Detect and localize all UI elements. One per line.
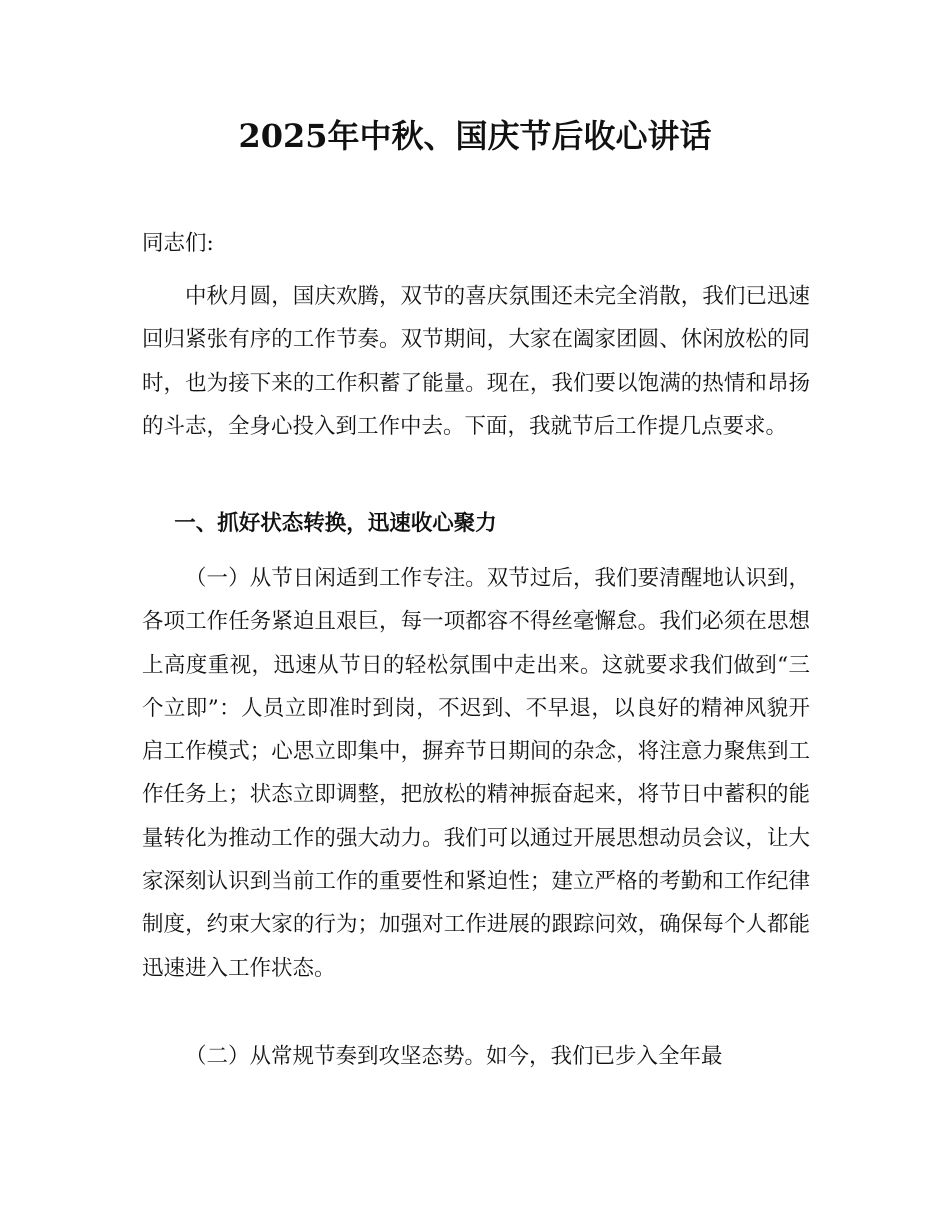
section-heading: 一、抓好状态转换，迅速收心聚力 xyxy=(174,511,497,536)
page-title: 2025年中秋、国庆节后收心讲话 xyxy=(238,117,712,155)
section-item-paragraph: （一）从节日闲适到工作专注。双节过后，我们要清醒地认识到，各项工作任务紧迫且艰巨，每一项都容不得丝毫懈怠。我们必须在思想上高度重视，迅速从节日的轻松氛围中走出来。这就要求我们做到“三个立即”：人员立即准时到岗，不迟到、不早退，以良好的精神风貌开启工作模式；心思立即集中，摒弃节日期间的杂念，将注意力聚焦到工作任务上；状态立即调整，把放松的精神振奋起来，将节日中蓄积的能量转化为推动工作的强大动力。我们可以通过开展思想动员会议，让大家深刻认识到当前工作的重要性和紧迫性；建立严格的考勤和工作纪律制度，约束大家的行为；加强对工作进展的跟踪问效，确保每个人都能迅速进入工作状态。 xyxy=(142,566,810,981)
salutation: 同志们: xyxy=(142,231,214,256)
intro-paragraph: 中秋月圆，国庆欢腾，双节的喜庆氛围还未完全消散，我们已迅速回归紧张有序的工作节奏。双节期间，大家在阖家团圆、休闲放松的同时，也为接下来的工作积蓄了能量。现在，我们要以饱满的热情和昂扬的斗志，全身心投入到工作中去。下面，我就节后工作提几点要求。 xyxy=(142,284,810,439)
section-item-paragraph-continued: （二）从常规节奏到攻坚态势。如今，我们已步入全年最 xyxy=(185,1044,723,1069)
